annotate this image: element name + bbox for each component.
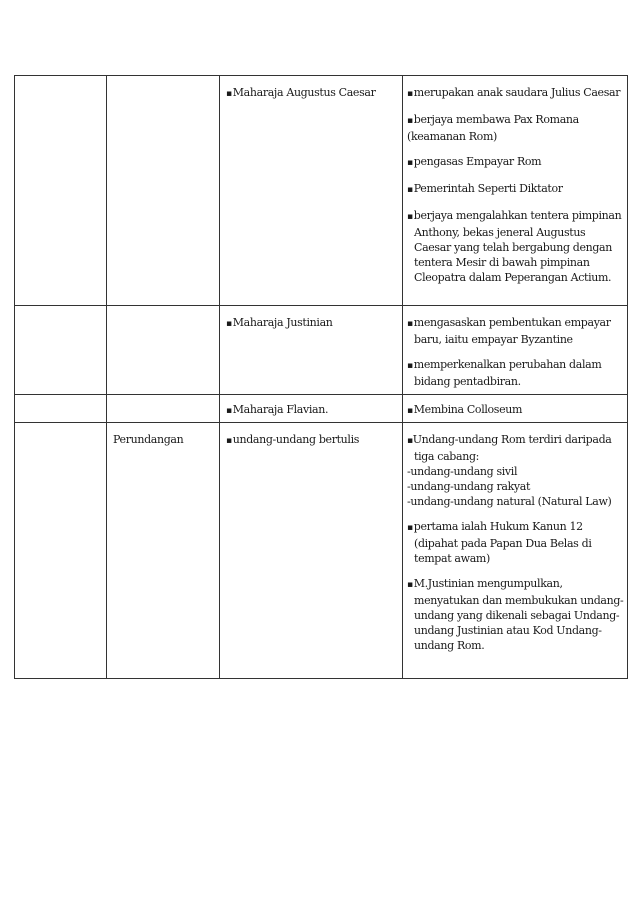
list-item: ▪Undang-undang Rom terdiri daripada tiga cabang: — [407, 433, 612, 463]
list-item: ▪Pemerintah Seperti Diktator — [407, 182, 563, 195]
bullet-icon: ▪ — [407, 406, 413, 416]
bullet-icon: ▪ — [407, 580, 413, 590]
bullet-icon: ▪ — [407, 361, 413, 371]
law-branch-item: -undang-undang rakyat — [407, 480, 531, 493]
table-cell-description — [403, 76, 628, 306]
table-row — [15, 306, 628, 395]
table-cell-col2 — [107, 76, 220, 306]
table-cell-col1 — [15, 76, 107, 306]
ruler-name: ▪Maharaja Flavian. — [226, 403, 329, 416]
bullet-icon: ▪ — [226, 406, 232, 416]
category-label: Perundangan — [113, 433, 184, 446]
table-cell-ruler — [220, 76, 403, 306]
table-cell-description — [403, 423, 628, 679]
table-cell-col1 — [15, 395, 107, 423]
list-item: ▪berjaya mengalahkan tentera pimpinan Anthony, bekas jeneral Augustus Caesar yang telah bergabung dengan tentera Mesir di bawah pimpinan Cleopatra dalam Peperangan Actium. — [407, 209, 622, 284]
table-cell-col2 — [107, 306, 220, 395]
table-cell-col2 — [107, 395, 220, 423]
bullet-icon: ▪ — [407, 436, 413, 446]
table-cell-description — [403, 395, 628, 423]
table-cell-description — [403, 306, 628, 395]
list-item: ▪Membina Colloseum — [407, 403, 523, 416]
table-row — [15, 395, 628, 423]
table-cell-ruler — [220, 395, 403, 423]
table-cell-col1 — [15, 306, 107, 395]
table-row — [15, 76, 628, 306]
history-table — [14, 75, 628, 679]
list-item: ▪memperkenalkan perubahan dalam bidang pentadbiran. — [407, 358, 602, 388]
bullet-icon: ▪ — [407, 158, 413, 168]
table-cell-ruler — [220, 306, 403, 395]
list-item: ▪mengasaskan pembentukan empayar baru, iaitu empayar Byzantine — [407, 316, 611, 346]
table-cell-col1 — [15, 423, 107, 679]
table-cell-ruler — [220, 423, 403, 679]
law-type: ▪undang-undang bertulis — [226, 433, 360, 446]
table-cell-category — [107, 423, 220, 679]
list-item: ▪merupakan anak saudara Julius Caesar — [407, 86, 621, 99]
list-item: ▪pengasas Empayar Rom — [407, 155, 542, 168]
bullet-icon: ▪ — [407, 523, 413, 533]
bullet-icon: ▪ — [226, 89, 232, 99]
ruler-name: ▪Maharaja Justinian — [226, 316, 333, 329]
ruler-name: ▪Maharaja Augustus Caesar — [226, 86, 376, 99]
law-branch-item: -undang-undang natural (Natural Law) — [407, 495, 612, 508]
bullet-icon: ▪ — [407, 89, 413, 99]
bullet-icon: ▪ — [407, 319, 413, 329]
law-branch-item: -undang-undang sivil — [407, 465, 518, 478]
list-item: ▪berjaya membawa Pax Romana (keamanan Rom) — [407, 113, 579, 143]
table-row — [15, 423, 628, 679]
list-item: ▪M.Justinian mengumpulkan, menyatukan dan membukukan undang-undang yang dikenali sebagai Undang-undang Justinian atau Kod Undang-undang Rom. — [407, 577, 624, 652]
bullet-icon: ▪ — [226, 319, 232, 329]
bullet-icon: ▪ — [407, 116, 413, 126]
bullet-icon: ▪ — [226, 436, 232, 446]
bullet-icon: ▪ — [407, 212, 413, 222]
list-item: ▪pertama ialah Hukum Kanun 12 (dipahat pada Papan Dua Belas di tempat awam) — [407, 520, 592, 565]
bullet-icon: ▪ — [407, 185, 413, 195]
